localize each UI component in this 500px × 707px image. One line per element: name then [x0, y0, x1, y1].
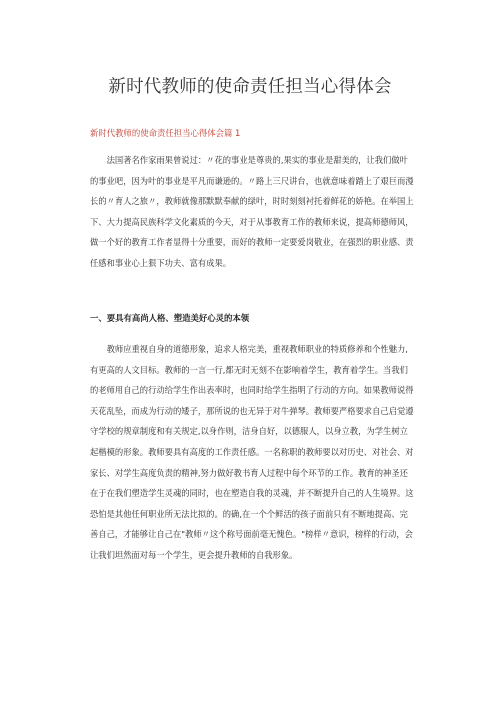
text-line: 起楷模的形象。教师要具有高度的工作责任感。一名称职的教师要以对历史、对社会、对 [90, 446, 414, 457]
text-line: 善自己，才能够让自己在"教师〃这个称号面前毫无愧色。"榜样〃意识，榜样的行动，会 [90, 529, 413, 540]
text-line: 做一个好的教育工作者显得十分重要，而好的教师一定要爱岗敬业，在强烈的职业感、责 [90, 237, 414, 248]
text-line: 任感和事业心上狠下功夫、富有成果。 [90, 257, 232, 268]
text-line: 下、大力提高民族科学文化素质的今天，对于从事教育工作的教师来说，提高师德师风， [90, 216, 414, 227]
section-heading: 一、要具有高尚人格、塑造美好心灵的本领 [90, 313, 250, 323]
body-paragraph [90, 339, 430, 566]
article-subtitle: 新时代教师的使命责任担当心得体会篇 1 [90, 128, 241, 138]
intro-paragraph [90, 150, 430, 274]
text-line: 教师应重视自身的道德形象，追求人格完美，重视教师职业的特质修养和个性魅力, [90, 344, 408, 354]
text-line: 让我们坦然面对每一个学生，更会提升教师的自我形象。 [90, 549, 298, 560]
text-line: 守学校的规章制度和有关规定,以身作则，洁身自好，以德服人，以身立教，为学生树立 [90, 426, 408, 437]
text-line: 恐怕是其他任何职业所无法比拟的。的确,在一个个鲜活的孩子面前只有不断地提高、完 [90, 508, 408, 519]
document-title: 新时代教师的使命责任担当心得体会 [108, 77, 392, 97]
text-line: 长的〃育人之旅〃，教师就像那默默奉献的绿叶，时时刻刻衬托着鲜花的娇艳。在举国上 [90, 196, 414, 207]
text-line: 天花乱坠，而成为行动的矮子，那所说的也无异于对牛弹琴。教师要严格要求自己启觉遵 [90, 405, 414, 416]
text-line: 有更高的人文目标。教师的一言一行,都无时无刻不在影响着学生，教育着学生。当我们 [90, 364, 408, 375]
text-line: 家长、对学生高度负责的精神,努力做好教书育人过程中每个环节的工作。教育的神圣还 [90, 467, 408, 478]
text-line: 法国著名作家雨果曾说过：〃花的事业是尊贵的,果实的事业是甜美的，让我们做叶 [90, 155, 408, 165]
text-line: 的老师用自己的行动给学生作出表率时，也同时给学生指明了行动的方向。如果教师说得 [90, 385, 414, 396]
text-line: 在于在我们塑造学生灵魂的同时，也在塑造自我的灵魂，并不断提升自己的人生境界。这 [90, 488, 414, 499]
text-line: 的事业吧，因为叶的事业是平凡而谦逊的。〃路上三尺讲台，也就意味着踏上了艰巨而漫 [90, 175, 414, 186]
